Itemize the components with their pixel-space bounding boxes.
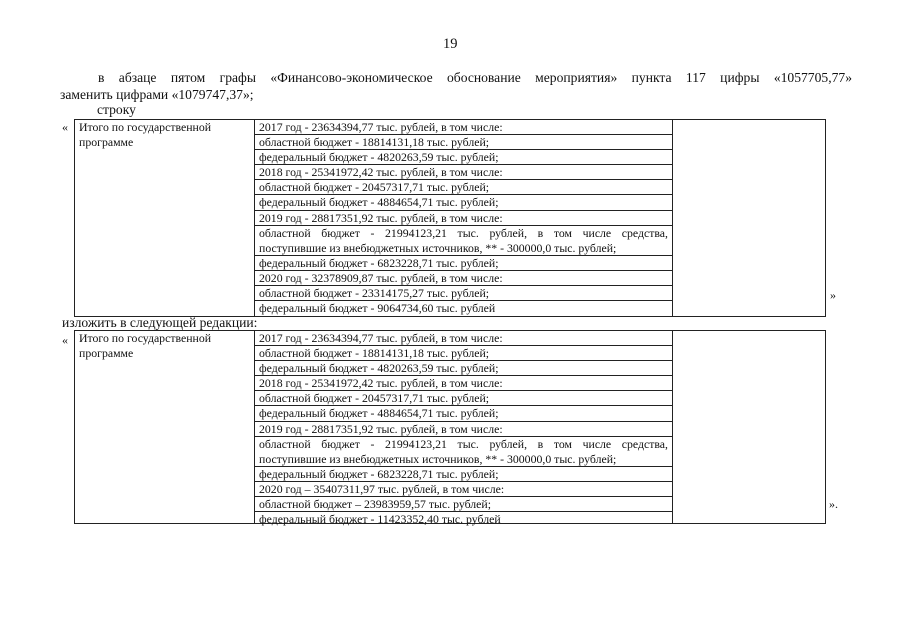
page-number: 19 xyxy=(443,36,458,52)
table-new-values-cell xyxy=(255,331,673,527)
table-old-line: поступившие из внебюджетных источников, ** - 300000,0 тыс. рублей; xyxy=(255,241,672,256)
table-old-line: областной бюджет - 18814131,18 тыс. рублей; xyxy=(255,135,672,150)
label-edit: изложить в следующей редакции: xyxy=(62,315,258,330)
table-old-line: 2020 год - 32378909,87 тыс. рублей, в том числе: xyxy=(255,271,672,286)
table-new-line: 2018 год - 25341972,42 тыс. рублей, в том числе: xyxy=(255,376,672,391)
table-old-title: Итого по государственной программе xyxy=(79,120,212,149)
table-new-line: областной бюджет - 18814131,18 тыс. рублей; xyxy=(255,346,672,361)
table-new-title-cell xyxy=(75,331,255,523)
table-old-line: 2019 год - 28817351,92 тыс. рублей, в том числе: xyxy=(255,211,672,226)
table-new-line: федеральный бюджет - 6823228,71 тыс. рублей; xyxy=(255,467,672,482)
table-new-line: федеральный бюджет - 4884654,71 тыс. рублей; xyxy=(255,406,672,421)
table-old-line: федеральный бюджет - 6823228,71 тыс. рублей; xyxy=(255,256,672,271)
table-old-title-cell xyxy=(75,120,255,316)
table-new-line: поступившие из внебюджетных источников, ** - 300000,0 тыс. рублей; xyxy=(255,452,672,467)
table-new-line: 2020 год – 35407311,97 тыс. рублей, в том числе: xyxy=(255,482,672,497)
table-old-line: областной бюджет - 21994123,21 тыс. рублей, в том числе средства, xyxy=(259,225,668,240)
table-new-title: Итого по государственной программе xyxy=(79,331,212,360)
quote-open-old: « xyxy=(62,120,68,134)
table-old-line: 2018 год - 25341972,42 тыс. рублей, в том числе: xyxy=(255,165,672,180)
table-old-line: 2017 год - 23634394,77 тыс. рублей, в том числе: xyxy=(255,120,672,135)
table-old xyxy=(74,119,826,317)
quote-close-new: ». xyxy=(829,497,838,511)
table-old-line: федеральный бюджет - 4820263,59 тыс. рублей; xyxy=(255,150,672,165)
table-new xyxy=(74,330,826,527)
label-row: строку xyxy=(97,102,136,117)
quote-open-new: « xyxy=(62,333,68,347)
amendment-line-2: заменить цифрами «1079747,37»; xyxy=(60,87,254,102)
table-old-values-cell xyxy=(255,120,673,316)
table-new-line: областной бюджет – 23983959,57 тыс. рублей; xyxy=(255,497,672,512)
table-new-line: областной бюджет - 21994123,21 тыс. рублей, в том числе средства, xyxy=(259,436,668,451)
table-new-line: федеральный бюджет - 11423352,40 тыс. рублей xyxy=(259,512,501,527)
table-old-line: федеральный бюджет - 4884654,71 тыс. рублей; xyxy=(255,195,672,210)
table-new-empty-cell xyxy=(673,331,825,523)
table-new-line: федеральный бюджет - 4820263,59 тыс. рублей; xyxy=(255,361,672,376)
table-old-line: областной бюджет - 23314175,27 тыс. рублей; xyxy=(255,286,672,301)
table-new-line: областной бюджет - 20457317,71 тыс. рублей; xyxy=(255,391,672,406)
table-old-line: областной бюджет - 20457317,71 тыс. рублей; xyxy=(255,180,672,195)
table-old-line: федеральный бюджет - 9064734,60 тыс. рублей xyxy=(259,301,496,316)
table-new-line: 2017 год - 23634394,77 тыс. рублей, в том числе: xyxy=(255,331,672,346)
table-new-line: 2019 год - 28817351,92 тыс. рублей, в том числе: xyxy=(255,422,672,437)
table-old-empty-cell xyxy=(673,120,825,316)
amendment-paragraph xyxy=(60,69,852,103)
amendment-line-1: в абзаце пятом графы «Финансово-экономическое обоснование мероприятия» пункта 117 цифры «1057705,77» xyxy=(98,70,852,85)
quote-close-old: » xyxy=(830,288,836,302)
